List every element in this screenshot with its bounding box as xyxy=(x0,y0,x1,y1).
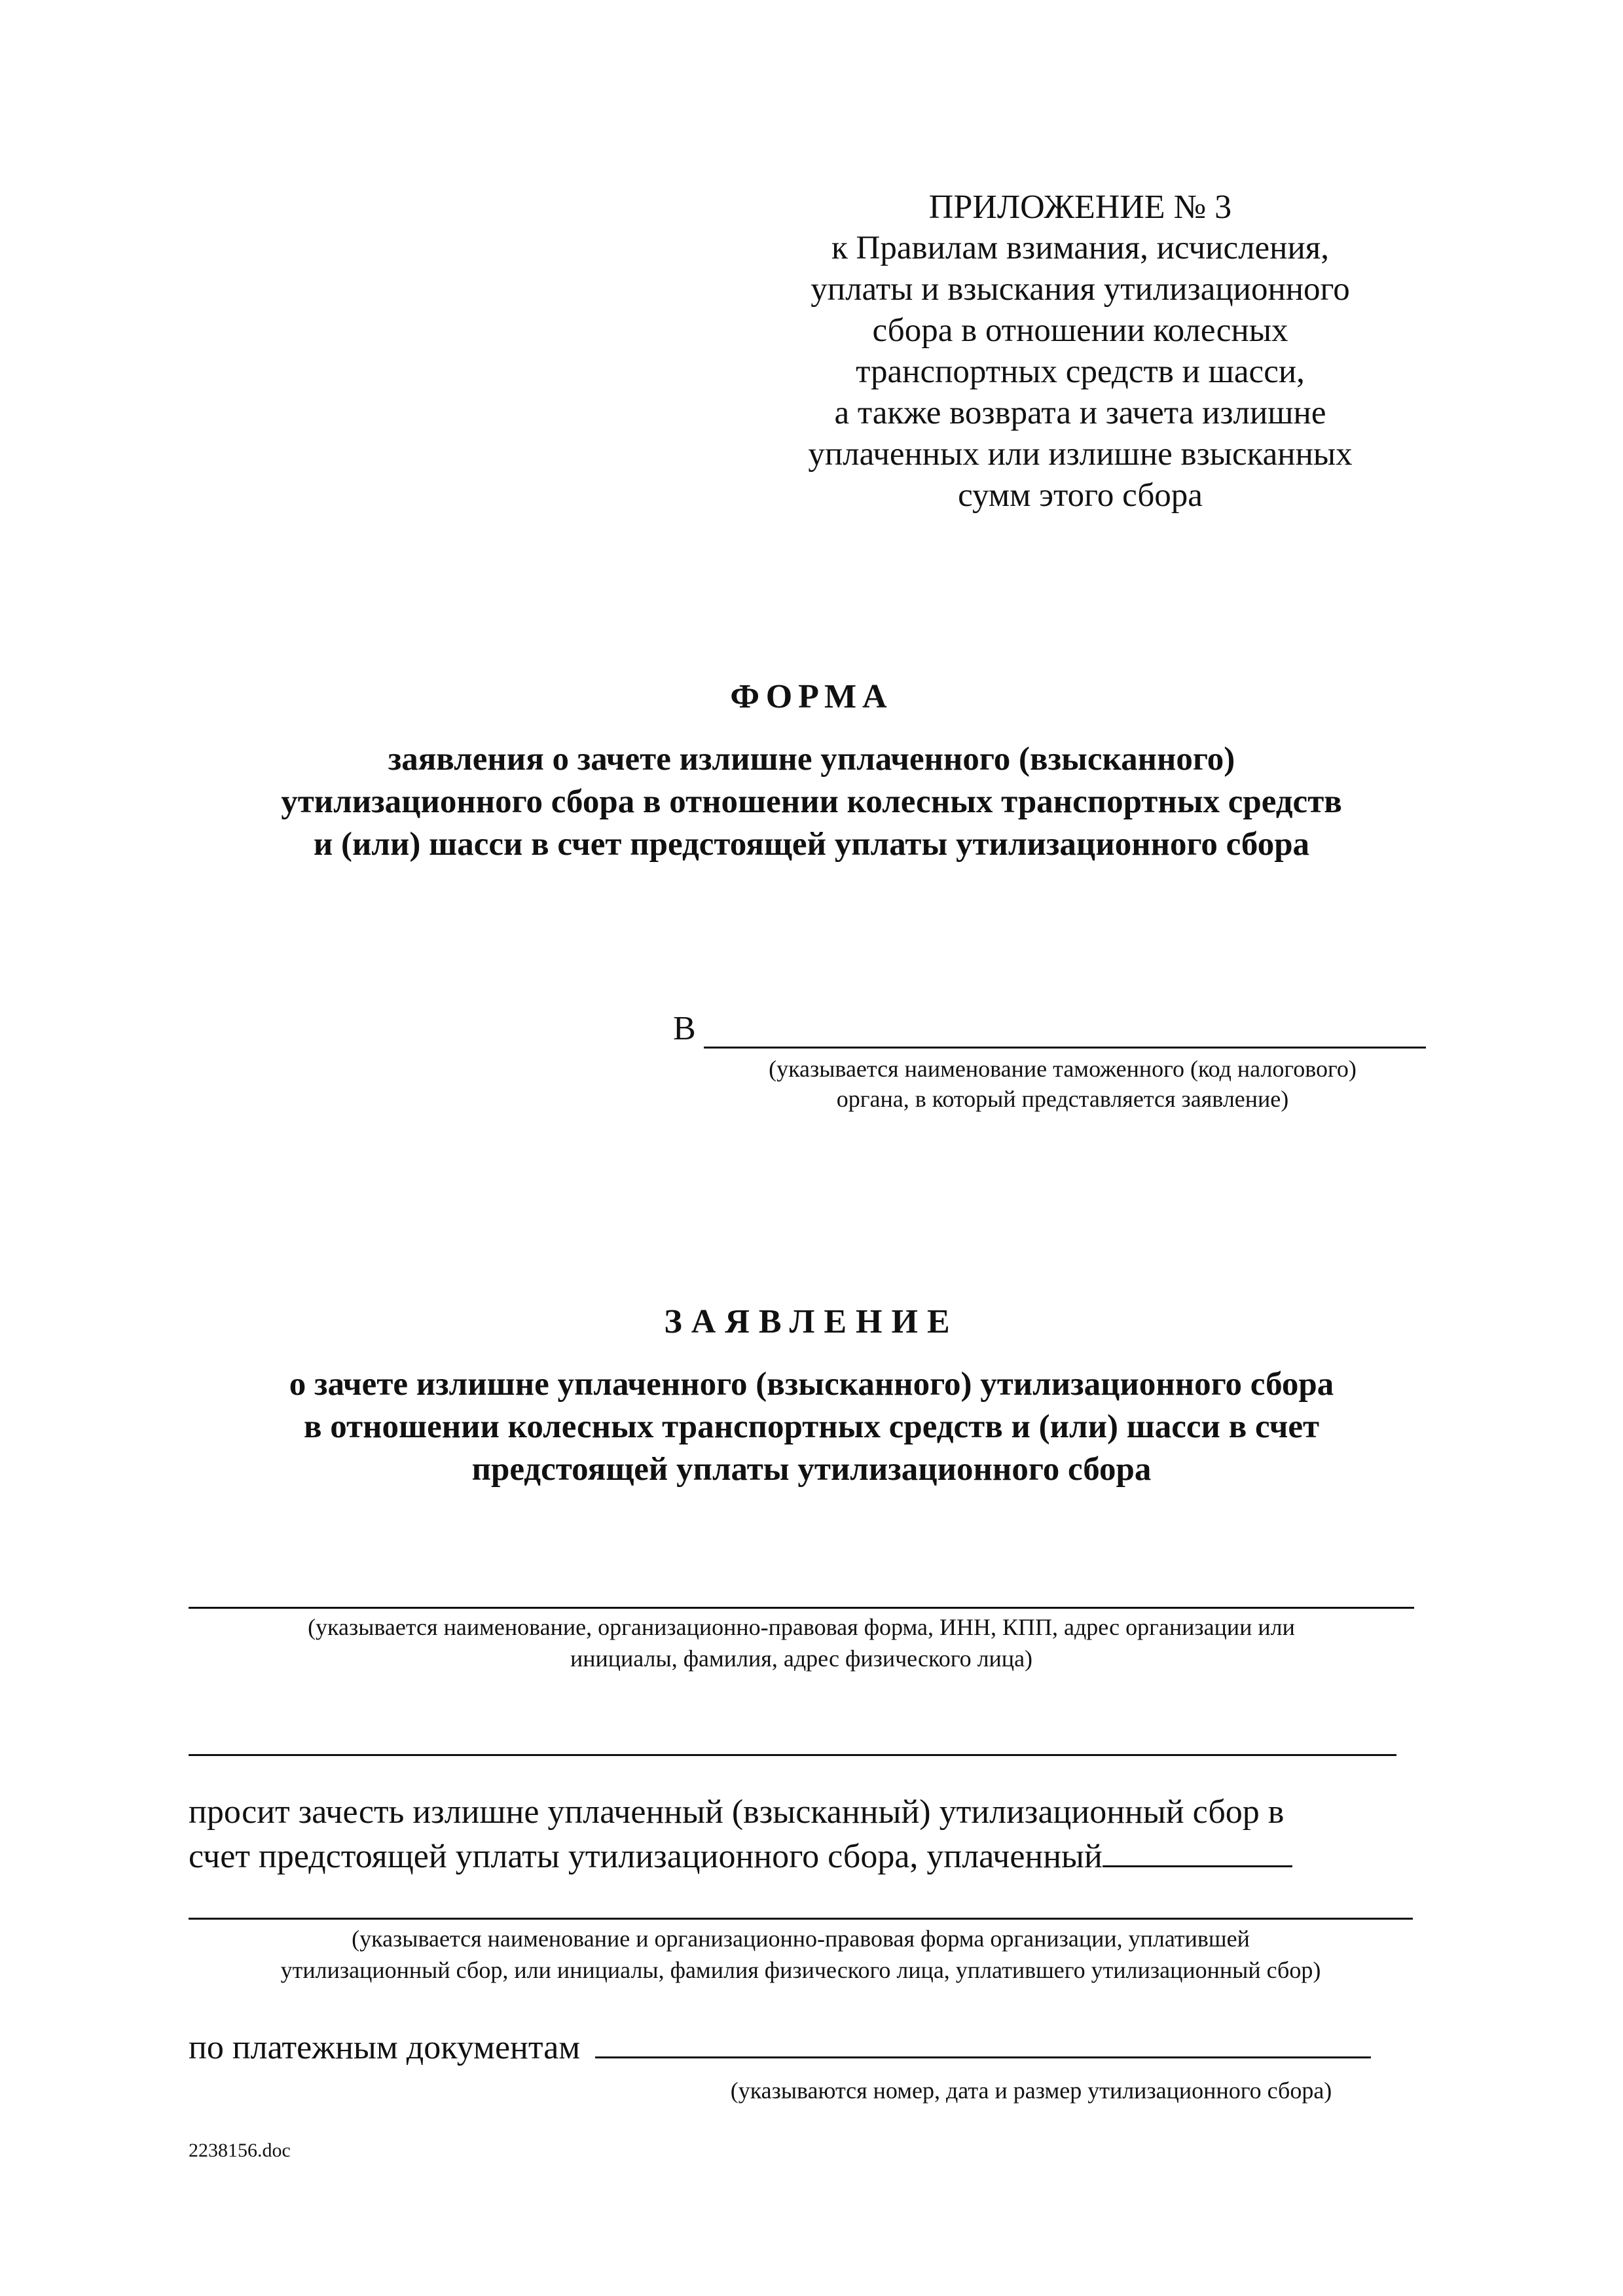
payer-field[interactable] xyxy=(189,1918,1413,1920)
document-code: 2238156.doc xyxy=(189,2140,291,2161)
addressee-hint-line: (указывается наименование таможенного (код налогового) xyxy=(769,1056,1357,1082)
statement-description-line: в отношении колесных транспортных средств и (или) шасси в счет xyxy=(303,1408,1320,1445)
request-line-2-text: счет предстоящей уплаты утилизационного сбора, уплаченный xyxy=(189,1838,1103,1875)
addressee-prefix: В xyxy=(673,1010,696,1047)
request-line-2 xyxy=(189,1835,1292,1879)
payer-hint xyxy=(189,1923,1413,1986)
form-description xyxy=(98,738,1525,866)
addressee-hint-line: органа, в который представляется заявление) xyxy=(836,1086,1289,1112)
payer-hint-line: утилизационный сбор, или инициалы, фамилия физического лица, уплатившего утилизационный сбор) xyxy=(280,1957,1321,1983)
statement-description xyxy=(98,1363,1525,1491)
appendix-line: а также возврата и зачета излишне xyxy=(834,395,1326,431)
addressee-hint xyxy=(699,1054,1426,1114)
appendix-line: сумм этого сбора xyxy=(958,477,1203,514)
appendix-header xyxy=(753,187,1408,516)
appendix-line: уплаченных или излишне взысканных xyxy=(808,436,1353,473)
addressee-field[interactable] xyxy=(704,1009,1426,1049)
form-description-line: заявления о зачете излишне уплаченного (взысканного) xyxy=(388,741,1235,778)
form-title: ФОРМА xyxy=(730,678,893,715)
payer-field-start[interactable] xyxy=(1103,1837,1292,1867)
applicant-hint xyxy=(189,1611,1414,1674)
statement-heading xyxy=(98,1299,1525,1491)
request-line-1: просит зачесть излишне уплаченный (взысканный) утилизационный сбор в xyxy=(189,1793,1285,1831)
applicant-hint-line: инициалы, фамилия, адрес физического лица) xyxy=(570,1645,1033,1672)
applicant-field-continued[interactable] xyxy=(189,1754,1396,1756)
payer-hint-line: (указывается наименование и организационно-правовая форма организации, уплатившей xyxy=(352,1926,1250,1952)
appendix-line: к Правилам взимания, исчисления, xyxy=(831,230,1329,266)
appendix-line: уплаты и взыскания утилизационного xyxy=(811,271,1350,308)
appendix-line: транспортных средств и шасси, xyxy=(856,353,1305,390)
payment-docs-row xyxy=(189,2026,1371,2070)
statement-description-line: предстоящей уплаты утилизационного сбора xyxy=(471,1451,1152,1488)
statement-description-line: о зачете излишне уплаченного (взысканного) утилизационного сбора xyxy=(289,1366,1334,1403)
statement-title: ЗАЯВЛЕНИЕ xyxy=(664,1303,959,1340)
applicant-hint-line: (указывается наименование, организационно-правовая форма, ИНН, КПП, адрес организации или xyxy=(308,1614,1295,1640)
payment-docs-field[interactable] xyxy=(595,2028,1371,2058)
form-description-line: и (или) шасси в счет предстоящей уплаты утилизационного сбора xyxy=(313,826,1310,863)
form-description-line: утилизационного сбора в отношении колесных транспортных средств xyxy=(281,783,1342,820)
payment-docs-label: по платежным документам xyxy=(189,2029,581,2066)
addressee-row xyxy=(673,1001,1426,1049)
form-heading xyxy=(98,674,1525,866)
addressee-block xyxy=(673,1001,1426,1114)
appendix-line: сбора в отношении колесных xyxy=(872,312,1288,349)
applicant-field[interactable] xyxy=(189,1607,1414,1609)
appendix-title: ПРИЛОЖЕНИЕ № 3 xyxy=(928,188,1232,226)
payment-docs-hint: (указываются номер, дата и размер утилизационного сбора) xyxy=(730,2077,1332,2104)
